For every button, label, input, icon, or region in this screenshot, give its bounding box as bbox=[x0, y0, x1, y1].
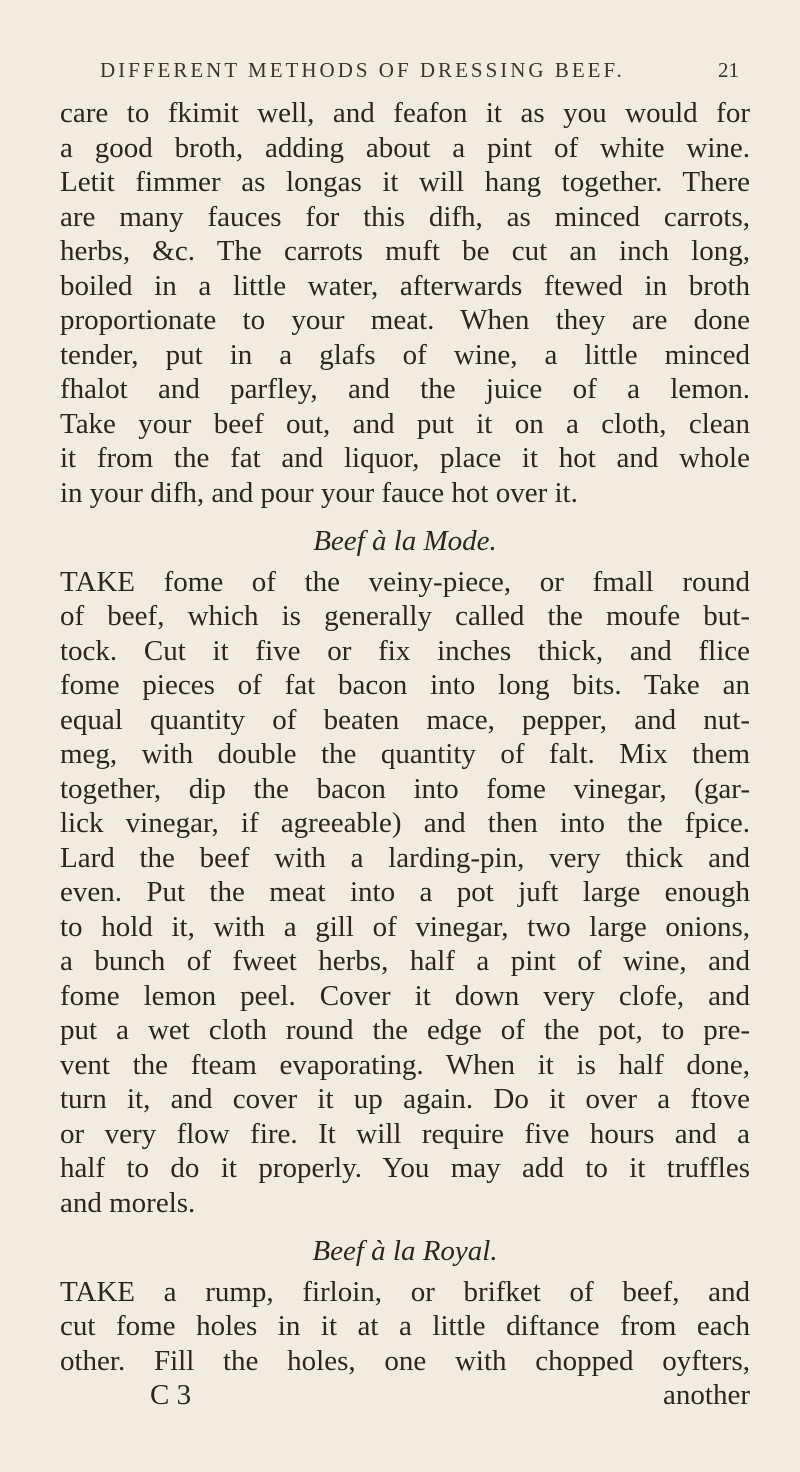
text-line: Take your beef out, and put it on a cloth, clean bbox=[60, 407, 750, 440]
page-number: 21 bbox=[718, 58, 739, 82]
text-line: are many fauces for this difh, as minced carrots, bbox=[60, 200, 750, 233]
paragraph-beef-a-la-mode bbox=[60, 565, 750, 1221]
running-header bbox=[100, 58, 739, 83]
body-text bbox=[60, 96, 750, 1413]
text-line: a good broth, adding about a pint of white wine. bbox=[60, 131, 750, 164]
text-line: tock. Cut it five or fix inches thick, and flice bbox=[60, 634, 750, 667]
catchword: another bbox=[663, 1379, 750, 1411]
text-line: and morels. bbox=[60, 1186, 196, 1219]
text-line: equal quantity of beaten mace, pepper, and nut- bbox=[60, 703, 750, 736]
text-line: cut fome holes in it at a little diftance from each bbox=[60, 1310, 750, 1342]
section-heading-beef-a-la-royal: Beef à la Royal. bbox=[312, 1235, 498, 1267]
paragraph-beef-a-la-royal bbox=[60, 1275, 750, 1379]
text-line: a bunch of fweet herbs, half a pint of wine, and bbox=[60, 945, 750, 977]
text-line: even. Put the meat into a pot juft large enough bbox=[60, 876, 750, 908]
text-line: proportionate to your meat. When they are done bbox=[60, 304, 750, 336]
text-line: to hold it, with a gill of vinegar, two large onions, bbox=[60, 910, 750, 943]
text-line: herbs, &c. The carrots muft be cut an inch long, bbox=[60, 235, 750, 267]
text-line: vent the fteam evaporating. When it is half done, bbox=[60, 1048, 750, 1081]
text-line: TAKE a rump, firloin, or brifket of beef, and bbox=[60, 1275, 750, 1308]
page-footer bbox=[60, 1378, 750, 1413]
text-line: in your difh, and pour your fauce hot over it. bbox=[60, 476, 578, 509]
text-line: care to fkimit well, and feafon it as you would for bbox=[60, 97, 750, 129]
text-line: Lard the beef with a larding-pin, very thick and bbox=[60, 841, 750, 874]
text-line: Letit fimmer as longas it will hang together. There bbox=[60, 166, 750, 198]
text-line: fome pieces of fat bacon into long bits. Take an bbox=[60, 669, 750, 701]
text-line: lick vinegar, if agreeable) and then into the fpice. bbox=[60, 807, 750, 839]
paragraph-broth bbox=[60, 96, 750, 510]
text-line: half to do it properly. You may add to it truffles bbox=[60, 1152, 750, 1184]
text-line: together, dip the bacon into fome vinegar, (gar- bbox=[60, 772, 750, 805]
text-line: tender, put in a glafs of wine, a little minced bbox=[60, 338, 750, 371]
text-line: other. Fill the holes, one with chopped oyfters, bbox=[60, 1344, 750, 1377]
text-line: put a wet cloth round the edge of the pot, to pre- bbox=[60, 1014, 750, 1046]
text-line: fome lemon peel. Cover it down very clofe, and bbox=[60, 979, 750, 1012]
section-heading-beef-a-la-mode: Beef à la Mode. bbox=[313, 525, 497, 557]
text-line: of beef, which is generally called the moufe but- bbox=[60, 600, 750, 632]
text-line: boiled in a little water, afterwards ftewed in broth bbox=[60, 269, 750, 302]
text-line: TAKE fome of the veiny-piece, or fmall round bbox=[60, 565, 750, 598]
text-line: it from the fat and liquor, place it hot and whole bbox=[60, 442, 750, 474]
text-line: fhalot and parfley, and the juice of a lemon. bbox=[60, 373, 750, 405]
text-line: or very flow fire. It will require five hours and a bbox=[60, 1117, 750, 1150]
running-title: DIFFERENT METHODS OF DRESSING BEEF. bbox=[100, 58, 625, 82]
text-line: turn it, and cover it up again. Do it over a ftove bbox=[60, 1083, 750, 1115]
signature-mark: C 3 bbox=[150, 1379, 192, 1411]
text-line: meg, with double the quantity of falt. Mix them bbox=[60, 738, 750, 770]
